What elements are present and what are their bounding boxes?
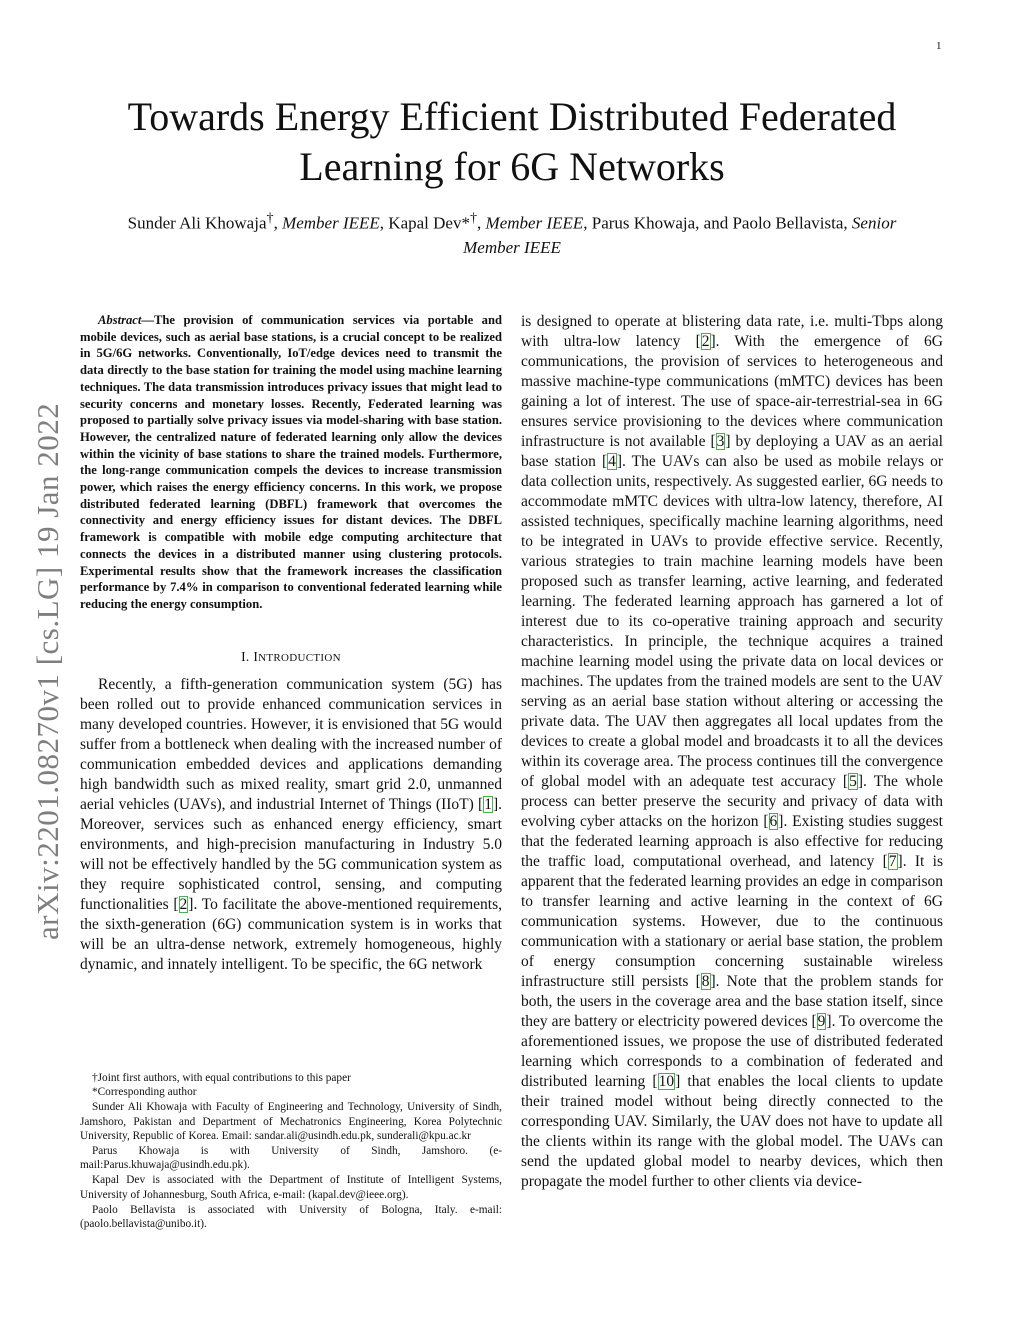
citation-link[interactable]: 9 (817, 1013, 826, 1030)
footnote-author-1: Sunder Ali Khowaja with Faculty of Engineering and Technology, University of Sindh, Jamshoro, Pakistan and Department of Mechatronics Engineering, Korea Polytechnic University, Republic of Korea. Email: sandar.ali@usindh.edu.pk, sunderali@kpu.ac.kr (80, 1101, 502, 1142)
footnote-author-3: Parus Khowaja is with University of Sindh, Jamshoro. (e-mail:Parus.khuwaja@usindh.edu.pk). (80, 1145, 502, 1172)
footnote-corresponding: *Corresponding author (92, 1086, 197, 1099)
right-column-paragraph: is designed to operate at blistering data rate, i.e. multi-Tbps along with ultra-low latency [2]. With the emergence of 6G communications, the provision of services to heterogeneous and massive machine-type communications (mMTC) devices has been gaining a lot of interest. The use of space-air-terrestrial-sea in 6G ensures service provisioning to the devices where communication infrastructure is not available [3] by deploying a UAV as an aerial base station [4]. The UAVs can also be used as mobile relays or data collection units, respectively. As suggested earlier, 6G needs to accommodate mMTC devices with ultra-low latency, therefore, AI assisted techniques, specifically machine learning algorithms, need to be integrated in UAVs to provide effective service. Recently, various strategies to train machine learning models have been proposed such as transfer learning, active learning, and federated learning. The federated learning approach has garnered a lot of interest due to its co-operative training approach and security characteristics. In principle, the technique acquires a trained machine learning model using the private data on local devices or machines. The updates from the trained models are sent to the UAV serving as an aerial base station without altering or accessing the private data. The UAV then aggregates all local updates from the devices to create a global model and broadcasts it to all the devices within its coverage area. The process continues till the convergence of global model with an adequate test accuracy [5]. The whole process can better preserve the security and privacy of data with evolving cyber attacks on the horizon [6]. Existing studies suggest that the federated learning approach is also effective for reducing the traffic load, computational overhead, and latency [7]. It is apparent that the federated learning provides an edge in comparison to transfer learning and active learning in the context of 6G communication systems. However, due to the continuous communication with a stationary or aerial base station, the problem of energy consumption concerning sustainable wireless infrastructure still persists [8]. Note that the problem stands for both, the users in the coverage area and the base station itself, since they are battery or electricity powered devices [9]. To overcome the aforementioned issues, we propose the use of distributed federated learning which corresponds to a combination of federated and distributed learning [10] that enables the local clients to update their trained model without being directly connected to the corresponding UAV. Similarly, the UAV does not have to update all the clients within its range with the global model. The UAVs can send the updated global model to nearby devices, which then propagate the model further to other clients via device- (521, 313, 943, 1190)
intro-text-2: . Moreover, services such as enhanced energy efficiency, smart environments, and high-precision manufacturing in Industry 5.0 will not be effectively handled by the 5G communication system as they require sophisticated control, sensing, and computing functionalities (80, 795, 502, 913)
citation-link[interactable]: 8 (701, 973, 710, 990)
right-column (521, 312, 943, 1192)
body-text-segment: by deploying a UAV as an aerial base station (521, 433, 943, 470)
body-text-segment: . With the emergence of 6G communications, the provision of services to heterogeneous and massive machine-type communications (mMTC) devices has been gaining a lot of interest. The use of space-air-terrestrial-sea in 6G ensures service provisioning to the devices where communication infrastructure is not available (521, 333, 943, 450)
abstract (80, 312, 502, 613)
abstract-label: Abstract (98, 313, 142, 327)
author-4-role-2: Member IEEE (463, 237, 561, 257)
title-line-1: Towards Energy Efficient Distributed Federated (127, 94, 897, 139)
section-number: I. (241, 648, 250, 664)
body-text-segment: is designed to operate at blistering data rate, i.e. multi-Tbps along with ultra-low latency (521, 313, 943, 350)
title-line-2: Learning for 6G Networks (299, 144, 725, 189)
intro-text-3: . To facilitate the above-mentioned requirements, the sixth-generation (6G) communication system is in works that will be an ultra-dense network, extremely homogeneous, highly dynamic, and innately intelligent. To be specific, the 6G network (80, 895, 502, 973)
body-text-segment: that enables the local clients to update their trained model without being directly connected to the corresponding UAV. Similarly, the UAV does not have to update all the clients within its range with the global model. The UAVs can send the updated global model to nearby devices, which then propagate the model further to other clients via device- (521, 1073, 943, 1190)
citation-link[interactable]: 4 (608, 453, 616, 470)
author-2-role: Member IEEE (485, 213, 584, 233)
section-name: NTRODUCTION (258, 651, 341, 664)
intro-paragraph: Recently, a fifth-generation communication system (5G) has been rolled out to provide enhanced communication services in many developed countries. However, it is envisioned that 5G would suffer from a bottleneck when dealing with the increased number of communication embedded devices and applications demanding high bandwidth such as mixed reality, smart grid 2.0, unmanned aerial vehicles (UAVs), and industrial Internet of Things (IIoT) [1]. Moreover, services such as enhanced energy efficiency, smart environments, and high-precision manufacturing in Industry 5.0 will not be effectively handled by the 5G communication system as they require sophisticated control, sensing, and computing functionalities [2]. To facilitate the above-mentioned requirements, the sixth-generation (6G) communication system is in works that will be an ultra-dense network, extremely homogeneous, highly dynamic, and innately intelligent. To be specific, the 6G network (80, 675, 502, 973)
footnotes (80, 1071, 502, 1231)
author-list: Sunder Ali Khowaja†, Member IEEE, Kapal Dev*†, Member IEEE, Parus Khowaja, and Paolo Bellavista, Senior Member IEEE (127, 210, 897, 257)
abstract-text: —The provision of communication services via portable and mobile devices, such as aerial base stations, is a crucial concept to be realized in 5G/6G networks. Conventionally, IoT/edge devices need to transmit the data directly to the base station for training the model using machine learning techniques. The data transmission introduces privacy issues that might lead to security concerns and monetary losses. Recently, Federated learning was proposed to partially solve privacy issues via model-sharing with base station. However, the centralized nature of federated learning only allow the devices within the vicinity of base stations to share the trained models. Furthermore, the long-range communication compels the devices to increase transmission power, which raises the energy efficiency concerns. In this work, we propose distributed federated learning (DBFL) framework that overcomes the connectivity and energy efficiency issues for distant devices. The DBFL framework is compatible with mobile edge computing architecture that connects the devices in a distributed manner using clustering protocols. Experimental results show that the framework increases the classification performance by 7.4% in comparison to conventional federated learning while reducing the energy consumption. (80, 313, 502, 611)
author-1-mark: † (266, 210, 274, 226)
intro-text-1: Recently, a fifth-generation communication system (5G) has been rolled out to provide enhanced communication services in many developed countries. However, it is envisioned that 5G would suffer from a bottleneck when dealing with the increased number of communication embedded devices and applications demanding high bandwidth such as mixed reality, smart grid 2.0, unmanned aerial vehicles (UAVs), and industrial Internet of Things (IIoT) (80, 675, 502, 813)
citation-link[interactable]: 1 (484, 795, 492, 813)
body-text-segment: . The UAVs can also be used as mobile relays or data collection units, respectively. As suggested earlier, 6G needs to accommodate mMTC devices with ultra-low latency, therefore, AI assisted techniques, specifically machine learning algorithms, need to be integrated in UAVs to provide effective service. Recently, various strategies to train machine learning models have been proposed such as transfer learning, active learning, and federated learning. The federated learning approach has garnered a lot of interest due to its co-operative training approach and security characteristics. In principle, the technique acquires a trained machine learning model using the private data on local devices or machines. The updates from the trained models are sent to the UAV serving as an aerial base station without altering or accessing the private data. The UAV then aggregates all local updates from the devices to create a global model and broadcasts it to all the devices within its coverage area. The process continues till the convergence of global model with an adequate test accuracy (521, 453, 943, 790)
citation-link[interactable]: 10 (658, 1073, 675, 1090)
citation-link[interactable]: 7 (888, 853, 897, 870)
footnote-author-2: Kapal Dev is associated with the Department of Institute of Intelligent Systems, University of Johannesburg, South Africa, e-mail: (kapal.dev@ieee.org). (80, 1174, 502, 1201)
section-heading-introduction (80, 649, 502, 665)
author-4-role-1: Senior (851, 213, 897, 233)
citation-link[interactable]: 2 (701, 333, 710, 350)
body-text-segment: . To overcome the aforementioned issues, we propose the use of distributed federated learning which corresponds to a combination of federated and distributed learning (521, 1013, 943, 1090)
body-text-segment: . Note that the problem stands for both, the users in the coverage area and the base station itself, since they are battery or electricity powered devices (521, 973, 943, 1030)
body-text-segment: . The whole process can better preserve the security and privacy of data with evolving cyber attacks on the horizon (521, 773, 943, 830)
paper-title (100, 92, 924, 192)
footnote-joint-authors: †Joint first authors, with equal contributions to this paper (92, 1072, 351, 1084)
footnote-author-4: Paolo Bellavista is associated with University of Bologna, Italy. e-mail: (paolo.bellavista@unibo.it). (80, 1203, 502, 1231)
left-column (80, 312, 502, 975)
citation-link[interactable]: 3 (716, 433, 725, 450)
author-1: Sunder Ali Khowaja (127, 213, 267, 233)
citation-link[interactable]: 5 (849, 773, 857, 790)
arxiv-identifier: arXiv:2201.08270v1 [cs.LG] 19 Jan 2022 (30, 402, 65, 940)
author-2: Kapal Dev* (388, 213, 470, 233)
page-number: 1 (936, 40, 942, 52)
author-3-4: Parus Khowaja, and Paolo Bellavista, (591, 213, 848, 233)
section-initial: I (253, 648, 259, 664)
body-text-segment: . It is apparent that the federated learning provides an edge in comparison to transfer learning and active learning in the context of 6G communication systems. However, due to the continuous communication with a stationary or aerial base station, the problem of energy consumption concerning sustainable wireless infrastructure still persists (521, 853, 943, 990)
author-2-mark: † (469, 210, 478, 226)
author-1-role: Member IEEE (282, 213, 380, 233)
body-text-segment: . Existing studies suggest that the federated learning approach is also effective for reducing the traffic load, computational overhead, and latency (521, 813, 943, 870)
citation-link[interactable]: 2 (179, 895, 188, 913)
citation-link[interactable]: 6 (769, 813, 778, 830)
